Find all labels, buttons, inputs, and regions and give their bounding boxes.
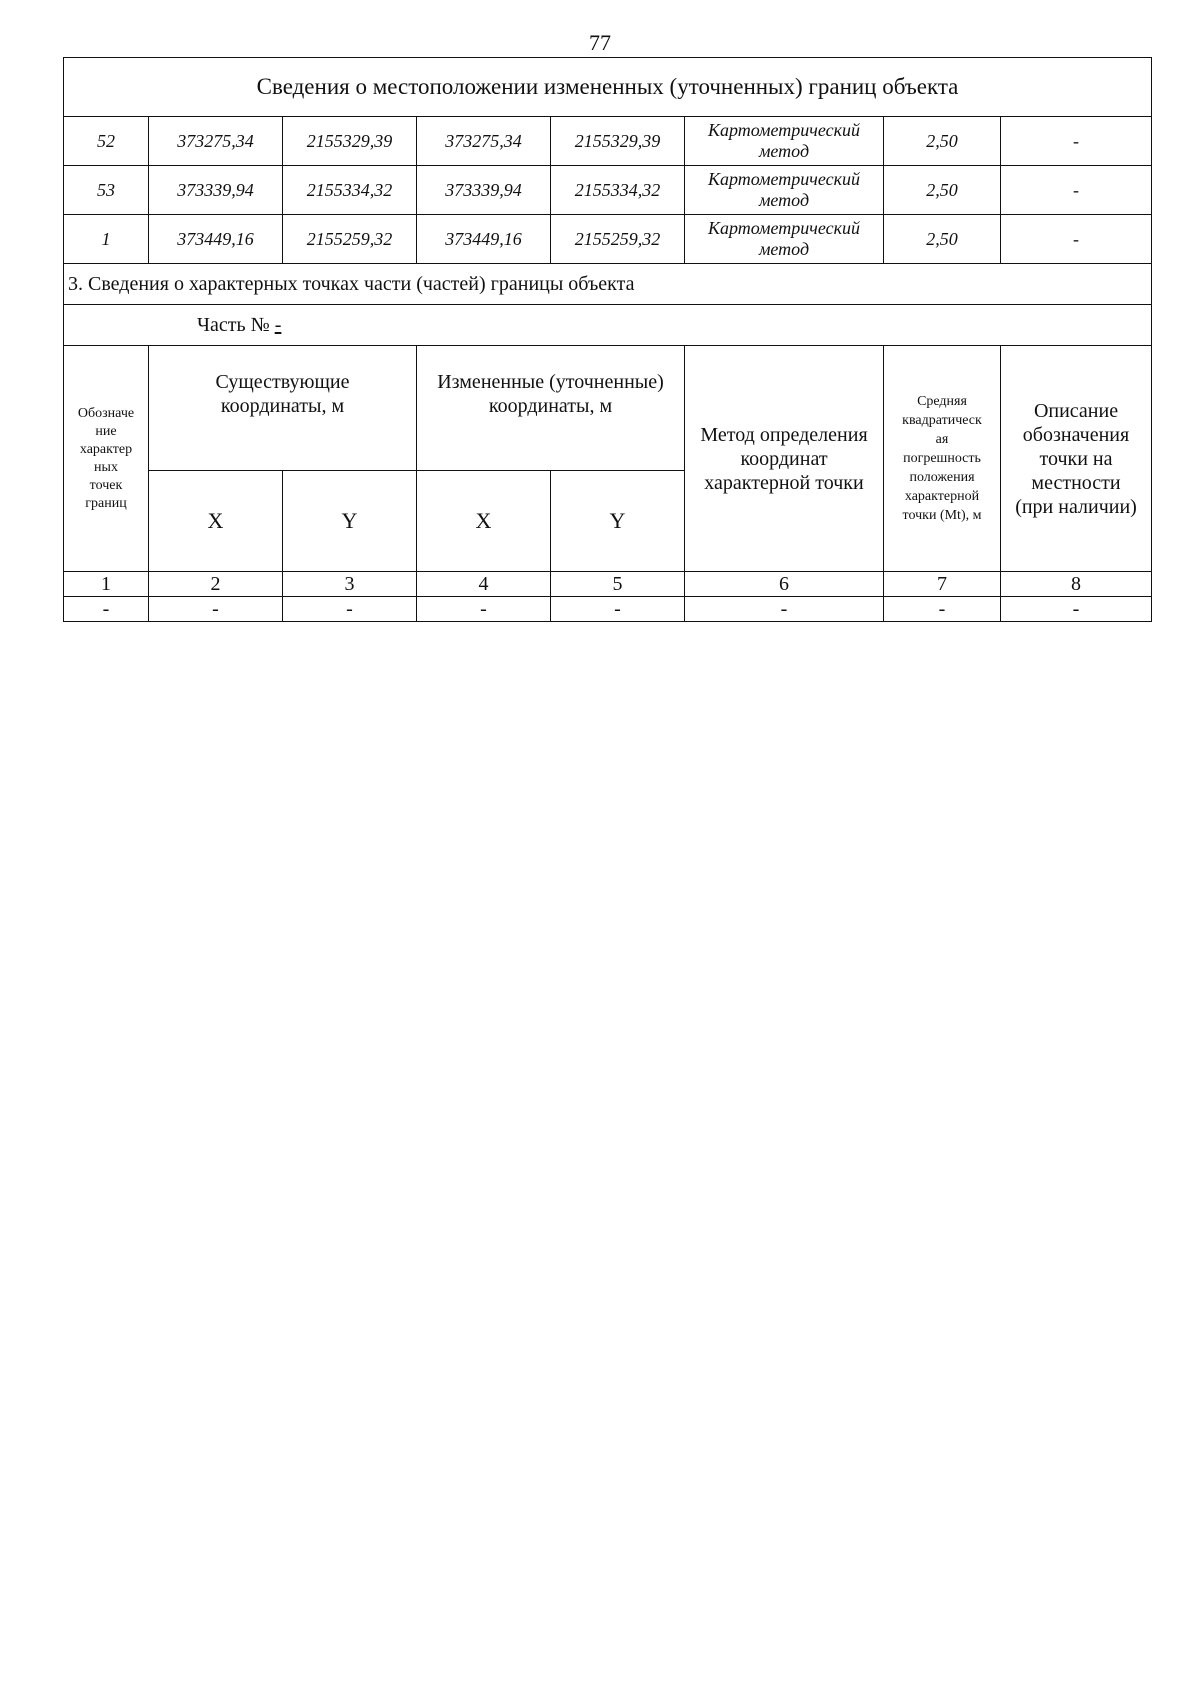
header-line: точки (Mt), м bbox=[902, 508, 982, 523]
header-line: точек bbox=[89, 477, 123, 493]
error-value: 2,50 bbox=[884, 215, 1001, 264]
y-existing: 2155329,39 bbox=[283, 117, 417, 166]
section3-title: 3. Сведения о характерных точках части (частей) границы объекта bbox=[64, 264, 1152, 305]
empty-cell: - bbox=[417, 597, 551, 622]
header-line: координаты, м bbox=[220, 395, 345, 417]
description-value: - bbox=[1001, 215, 1152, 264]
method-line: метод bbox=[758, 141, 810, 161]
y-changed: 2155334,32 bbox=[551, 166, 685, 215]
header-row-1 bbox=[64, 346, 1152, 471]
header-x-existing: X bbox=[149, 471, 283, 572]
description-value: - bbox=[1001, 117, 1152, 166]
description-value: - bbox=[1001, 166, 1152, 215]
empty-cell: - bbox=[64, 597, 149, 622]
header-line: характерной точки bbox=[704, 471, 864, 494]
y-changed: 2155329,39 bbox=[551, 117, 685, 166]
method-line: Картометрический bbox=[707, 120, 860, 140]
table-row bbox=[64, 117, 1152, 166]
method-line: Картометрический bbox=[707, 218, 860, 238]
column-number: 3 bbox=[283, 572, 417, 597]
table-row bbox=[64, 215, 1152, 264]
x-existing: 373275,34 bbox=[149, 117, 283, 166]
header-line: погрешность bbox=[903, 451, 981, 466]
point-id: 53 bbox=[64, 166, 149, 215]
header-point-designation bbox=[64, 346, 149, 572]
header-line: характерной bbox=[904, 489, 980, 504]
method-cell bbox=[685, 215, 884, 264]
column-number: 5 bbox=[551, 572, 685, 597]
empty-cell: - bbox=[283, 597, 417, 622]
header-line: координаты, м bbox=[488, 395, 613, 417]
table-row bbox=[64, 166, 1152, 215]
part-cell bbox=[64, 305, 1152, 346]
x-existing: 373449,16 bbox=[149, 215, 283, 264]
x-changed: 373449,16 bbox=[417, 215, 551, 264]
header-error bbox=[884, 346, 1001, 572]
header-line: Описание bbox=[1033, 399, 1119, 422]
header-line: Измененные (уточненные) bbox=[437, 371, 664, 393]
error-value: 2,50 bbox=[884, 166, 1001, 215]
error-value: 2,50 bbox=[884, 117, 1001, 166]
method-cell bbox=[685, 166, 884, 215]
table-title: Сведения о местоположении измененных (уточненных) границ объекта bbox=[64, 58, 1152, 117]
method-line: Картометрический bbox=[707, 169, 860, 189]
header-line: Обозначе bbox=[77, 405, 135, 421]
header-line: Метод определения bbox=[700, 423, 868, 446]
y-existing: 2155259,32 bbox=[283, 215, 417, 264]
method-line: метод bbox=[758, 239, 810, 259]
header-y-changed: Y bbox=[551, 471, 685, 572]
empty-cell: - bbox=[685, 597, 884, 622]
column-number: 6 bbox=[685, 572, 884, 597]
header-line: границ bbox=[85, 495, 127, 511]
column-numbers-row bbox=[64, 572, 1152, 597]
header-changed-coordinates bbox=[417, 346, 685, 471]
empty-cell: - bbox=[149, 597, 283, 622]
boundary-table bbox=[63, 57, 1152, 622]
header-x-changed: X bbox=[417, 471, 551, 572]
column-number: 4 bbox=[417, 572, 551, 597]
part-label: Часть № bbox=[197, 313, 275, 336]
header-line: точки на bbox=[1039, 447, 1113, 470]
method-cell bbox=[685, 117, 884, 166]
table-row bbox=[64, 597, 1152, 622]
part-value: - bbox=[274, 313, 282, 336]
part-row bbox=[64, 305, 1152, 346]
empty-cell: - bbox=[884, 597, 1001, 622]
y-changed: 2155259,32 bbox=[551, 215, 685, 264]
header-line: Существующие bbox=[215, 371, 350, 393]
header-line: обозначения bbox=[1022, 423, 1130, 446]
y-existing: 2155334,32 bbox=[283, 166, 417, 215]
column-number: 7 bbox=[884, 572, 1001, 597]
x-changed: 373339,94 bbox=[417, 166, 551, 215]
header-line: квадратическ bbox=[902, 413, 982, 428]
header-y-existing: Y bbox=[283, 471, 417, 572]
section3-title-row bbox=[64, 264, 1152, 305]
header-line: ая bbox=[935, 432, 949, 447]
empty-cell: - bbox=[551, 597, 685, 622]
point-id: 52 bbox=[64, 117, 149, 166]
header-line: (при наличии) bbox=[1015, 495, 1137, 518]
header-description bbox=[1001, 346, 1152, 572]
page-number: 77 bbox=[589, 30, 611, 55]
header-method bbox=[685, 346, 884, 572]
header-line: ных bbox=[94, 459, 118, 475]
header-line: ние bbox=[95, 423, 117, 439]
header-line: местности bbox=[1031, 471, 1121, 494]
header-existing-coordinates bbox=[149, 346, 417, 471]
column-number: 8 bbox=[1001, 572, 1152, 597]
header-line: положения bbox=[909, 470, 975, 485]
point-id: 1 bbox=[64, 215, 149, 264]
method-line: метод bbox=[758, 190, 810, 210]
header-line: Средняя bbox=[917, 394, 967, 409]
x-changed: 373275,34 bbox=[417, 117, 551, 166]
table-title-row bbox=[64, 58, 1152, 117]
empty-cell: - bbox=[1001, 597, 1152, 622]
x-existing: 373339,94 bbox=[149, 166, 283, 215]
header-line: характер bbox=[79, 441, 133, 457]
header-line: координат bbox=[740, 447, 828, 470]
column-number: 2 bbox=[149, 572, 283, 597]
column-number: 1 bbox=[64, 572, 149, 597]
